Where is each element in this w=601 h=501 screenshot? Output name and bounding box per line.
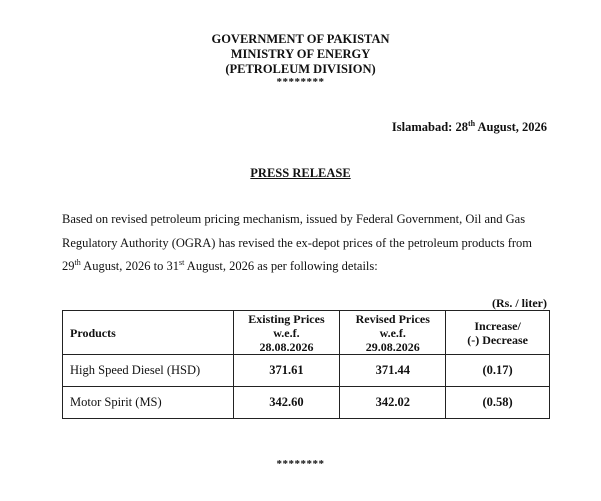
unit-note: (Rs. / liter) [492,296,547,310]
body-part3: August, 2026 as per following details: [184,259,378,273]
dateline-prefix: Islamabad: 28 [391,120,468,134]
row-revised-price: 342.02 [340,387,446,419]
body-part2: August, 2026 to 31 [80,259,180,273]
header-revised-prices [340,311,446,355]
row-revised-price: 371.44 [340,355,446,387]
footer-separator: ******** [276,458,325,470]
row-existing-price: 371.61 [233,355,340,387]
header-division: (PETROLEUM DIVISION) [225,62,376,76]
table-header-row [63,311,550,355]
dateline-sup: th [467,118,476,128]
header-existing-line1: Existing Prices [248,311,325,326]
header-change-line2: (-) Decrease [467,332,528,347]
header-government: GOVERNMENT OF PAKISTAN [211,32,390,46]
table-row [63,355,550,387]
header-existing-line2: w.e.f. [273,325,300,340]
header-ministry: MINISTRY OF ENERGY [230,47,371,61]
header-revised-line1: Revised Prices [355,311,430,326]
body-part1: Based on revised petroleum pricing mechanism, issued by Federal Government, Oil and Gas Regulatory Authority (OGRA) has revised the ex-depot prices of the petroleum products from 29 [62,212,533,273]
row-product: Motor Spirit (MS) [63,387,234,419]
row-change: (0.58) [446,387,550,419]
header-change [446,311,550,355]
row-change: (0.17) [446,355,550,387]
header-existing-line3: 28.08.2026 [259,339,314,354]
price-table [62,310,550,419]
table-row [63,387,550,419]
dateline-suffix: August, 2026 [475,120,547,134]
body-paragraph [62,208,550,279]
header-change-line1: Increase/ [474,318,521,333]
press-release-title-wrap [0,164,601,182]
header-revised-line3: 29.08.2026 [365,339,420,354]
dateline [392,120,547,135]
header-products: Products [63,311,234,355]
body-sup1: th [74,257,81,267]
row-product: High Speed Diesel (HSD) [63,355,234,387]
body-sup2: st [179,257,185,267]
header-separator: ******** [276,76,325,88]
header-existing-prices [233,311,340,355]
row-existing-price: 342.60 [233,387,340,419]
press-release-title: PRESS RELEASE [250,166,351,180]
header-revised-line2: w.e.f. [379,325,406,340]
